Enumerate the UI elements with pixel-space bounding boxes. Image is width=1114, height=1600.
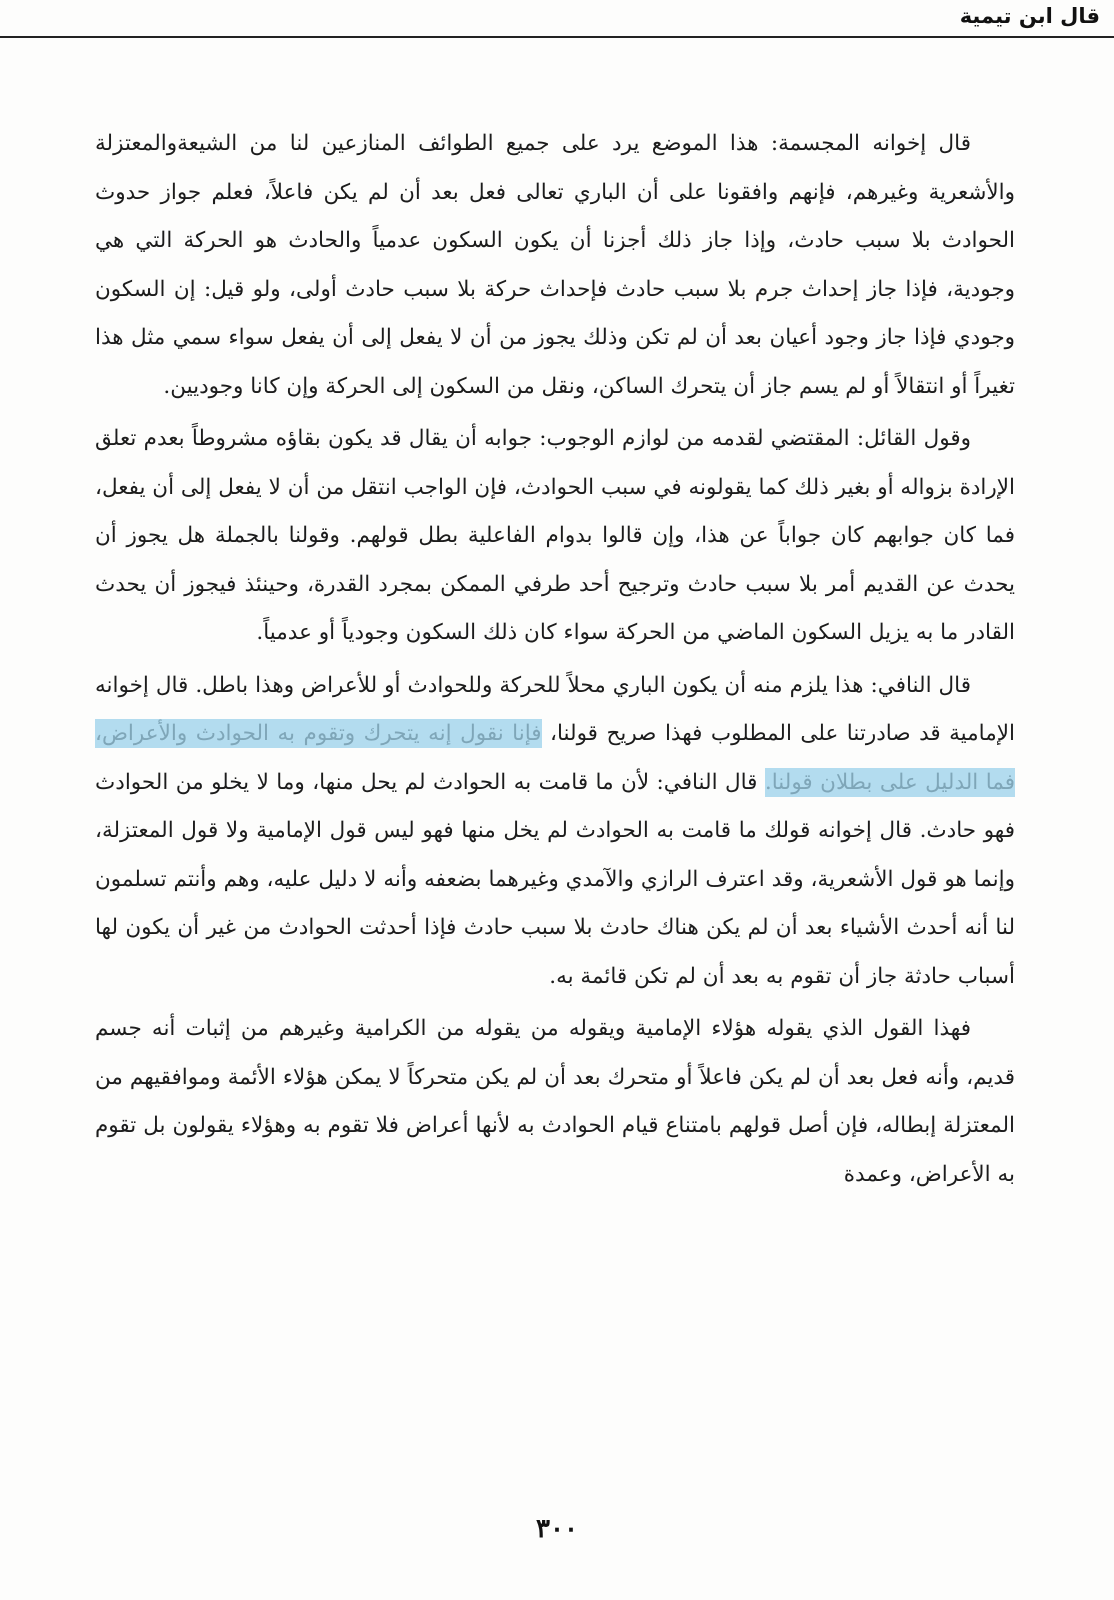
page-number: ٣٠٠: [536, 1514, 578, 1544]
paragraph-3: [95, 662, 1015, 1002]
page-body: [95, 120, 1015, 1203]
paragraph-4: فهذا القول الذي يقوله هؤلاء الإمامية ويقوله من يقوله من الكرامية وغيرهم من إثبات أنه جسم قديم، وأنه فعل بعد أن لم يكن فاعلاً أو متحرك بعد أن لم يكن متحركاً لا يمكن هؤلاء الأئمة وموافقيهم من المعتزلة إبطاله، فإن أصل قولهم بامتناع قيام الحوادث به لأنها أعراض فلا تقوم به وهؤلاء يقولون بل تقوم به الأعراض، وعمدة: [95, 1016, 1015, 1187]
paragraph-1: قال إخوانه المجسمة: هذا الموضع يرد على جميع الطوائف المنازعين لنا من الشيعةوالمعتزلة والأشعرية وغيرهم، فإنهم وافقونا على أن الباري تعالى فعل بعد أن لم يكن فاعلاً، فعلم جواز حدوث الحوادث بلا سبب حادث، وإذا جاز ذلك أجزنا أن يكون السكون عدمياً والحادث هو الحركة التي هي وجودية، فإذا جاز إحداث جرم بلا سبب حادث فإحداث حركة بلا سبب حادث أولى، ولو قيل: إن السكون وجودي فإذا جاز وجود أعيان بعد أن لم تكن وذلك يجوز من أن لا يفعل إلى أن يفعل سواء سمي مثل هذا تغيراً أو انتقالاً أو لم يسم جاز أن يتحرك الساكن، ونقل من السكون إلى الحركة وإن كانا وجوديين.: [95, 131, 1015, 399]
paragraph-2: وقول القائل: المقتضي لقدمه من لوازم الوجوب: جوابه أن يقال قد يكون بقاؤه مشروطاً بعدم تعلق الإرادة بزواله أو بغير ذلك كما يقولونه في سبب الحوادث، فإن الواجب انتقل من أن لا يفعل إلى أن يفعل، فما كان جوابهم كان جواباً عن هذا، وإن قالوا بدوام الفاعلية بطل قولهم. وقولنا بالجملة هل يجوز أن يحدث عن القديم أمر بلا سبب حادث وترجيح أحد طرفي الممكن بمجرد القدرة، وحينئذ فيجوز أن يحدث القادر ما به يزيل السكون الماضي من الحركة سواء كان ذلك السكون وجودياً أو عدمياً.: [95, 426, 1015, 645]
header-divider: [0, 36, 1114, 38]
paragraph-3-before: قال النافي: هذا يلزم منه أن يكون الباري محلاً للحركة وللحوادث أو للأعراض وهذا باطل. قال إخوانه الإمامية قد صادرتنا على المطلوب فهذا صريح قولنا،: [95, 672, 1015, 746]
running-header-title: قال ابن تيمية: [959, 4, 1100, 28]
paragraph-3-after: قال النافي: لأن ما قامت به الحوادث لم يحل منها، وما لا يخلو من الحوادث فهو حادث. قال إخوانه قولك ما قامت به الحوادث لم يخل منها فهو ليس قول الإمامية ولا قول المعتزلة، وإنما هو قول الأشعرية، وقد اعترف الرازي والآمدي وغيرهما بضعفه وأنه لا دليل عليه، وهم وأنتم تسلمون لنا أنه أحدث الأشياء بعد أن لم يكن هناك حادث بلا سبب حادث فإذا أحدثت الحوادث من غير أن يكون لها أسباب حادثة جاز أن تقوم به بعد أن لم تكن قائمة به.: [95, 769, 1015, 989]
highlighted-selection[interactable]: فإنا نقول إنه يتحرك وتقوم به الحوادث والأعراض، فما الدليل على بطلان قولنا.: [95, 721, 1015, 795]
